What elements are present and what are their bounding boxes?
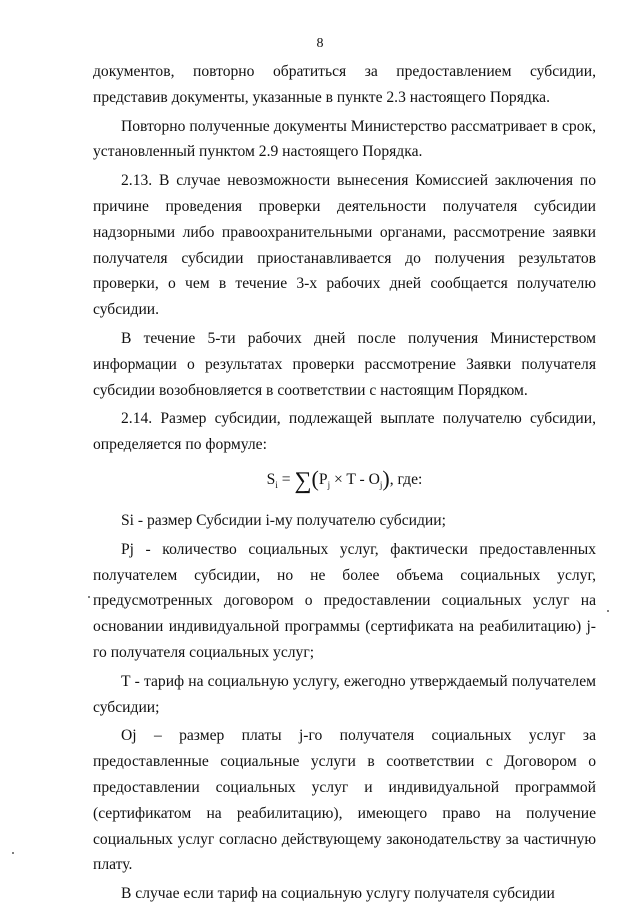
definition-t: Т - тариф на социальную услугу, ежегодно утверждаемый получателем субсидии; bbox=[93, 672, 596, 716]
definition-si: Si - размер Субсидии i-му получателю субсидии; bbox=[121, 511, 446, 529]
subsidy-formula bbox=[93, 462, 596, 502]
definition-pj: Pj - количество социальных услуг, фактически предоставленных получателем субсидии, но не более объема социальных услуг, предусмотренных договором о предоставлении социальных услуг на основании индивидуальной программы (сертификата на реабилитацию) j-го получателя социальных услуг; bbox=[93, 540, 596, 661]
formula-times: × T - bbox=[330, 470, 369, 488]
paragraph: Повторно полученные документы Министерство рассматривает в срок, установленный пунктом 2.9 настоящего Порядка. bbox=[93, 117, 596, 161]
formula-lhs-sub: i bbox=[275, 479, 278, 490]
paragraph-2-13: 2.13. В случае невозможности вынесения Комиссией заключения по причине проведения проверки деятельности получателя субсидии надзорными либо правоохранительными органами, рассмотрение заявки получателя субсидии приостанавливается до получения результатов проверки, о чем в течение 3-х рабочих дней сообщается получателю субсидии. bbox=[93, 172, 596, 319]
document-body bbox=[93, 59, 596, 910]
formula-close-paren: ) bbox=[382, 465, 390, 491]
definition-oj: Oj – размер платы j-го получателя социальных услуг за предоставленные социальные услуги в соответствии с Договором о предоставлении социальных услуг и индивидуальной программой (сертификатом на реабилитацию), имеющего право на получение социальных услуг согласно действующему законодательству за частичную плату. bbox=[93, 727, 596, 874]
formula-equals: = bbox=[277, 470, 295, 488]
paragraph-2-14: 2.14. Размер субсидии, подлежащей выплате получателю субсидии, определяется по формуле: bbox=[93, 410, 596, 454]
scan-speck bbox=[88, 596, 90, 598]
formula-open-paren: ( bbox=[311, 465, 319, 491]
paragraph: В течение 5-ти рабочих дней после получения Министерством информации о результатах проверки рассмотрение Заявки получателя субсидии возобновляется в соответствии с настоящим Порядком. bbox=[93, 329, 596, 399]
scan-speck bbox=[607, 610, 609, 612]
formula-o: O bbox=[368, 470, 380, 488]
paragraph-tariff: В случае если тариф на социальную услугу получателя субсидии bbox=[121, 885, 555, 903]
formula-p: P bbox=[318, 470, 328, 488]
formula-tail: , где: bbox=[389, 470, 423, 488]
page-number: 8 bbox=[316, 36, 324, 51]
formula-lhs: S bbox=[266, 470, 276, 488]
sum-symbol: ∑ bbox=[294, 467, 312, 494]
scan-speck bbox=[12, 852, 14, 854]
formula-o-sub: j bbox=[379, 479, 383, 490]
paragraph: документов, повторно обратиться за предоставлением субсидии, представив документы, указанные в пункте 2.3 настоящего Порядка. bbox=[93, 63, 596, 106]
formula-p-sub: j bbox=[327, 479, 331, 490]
